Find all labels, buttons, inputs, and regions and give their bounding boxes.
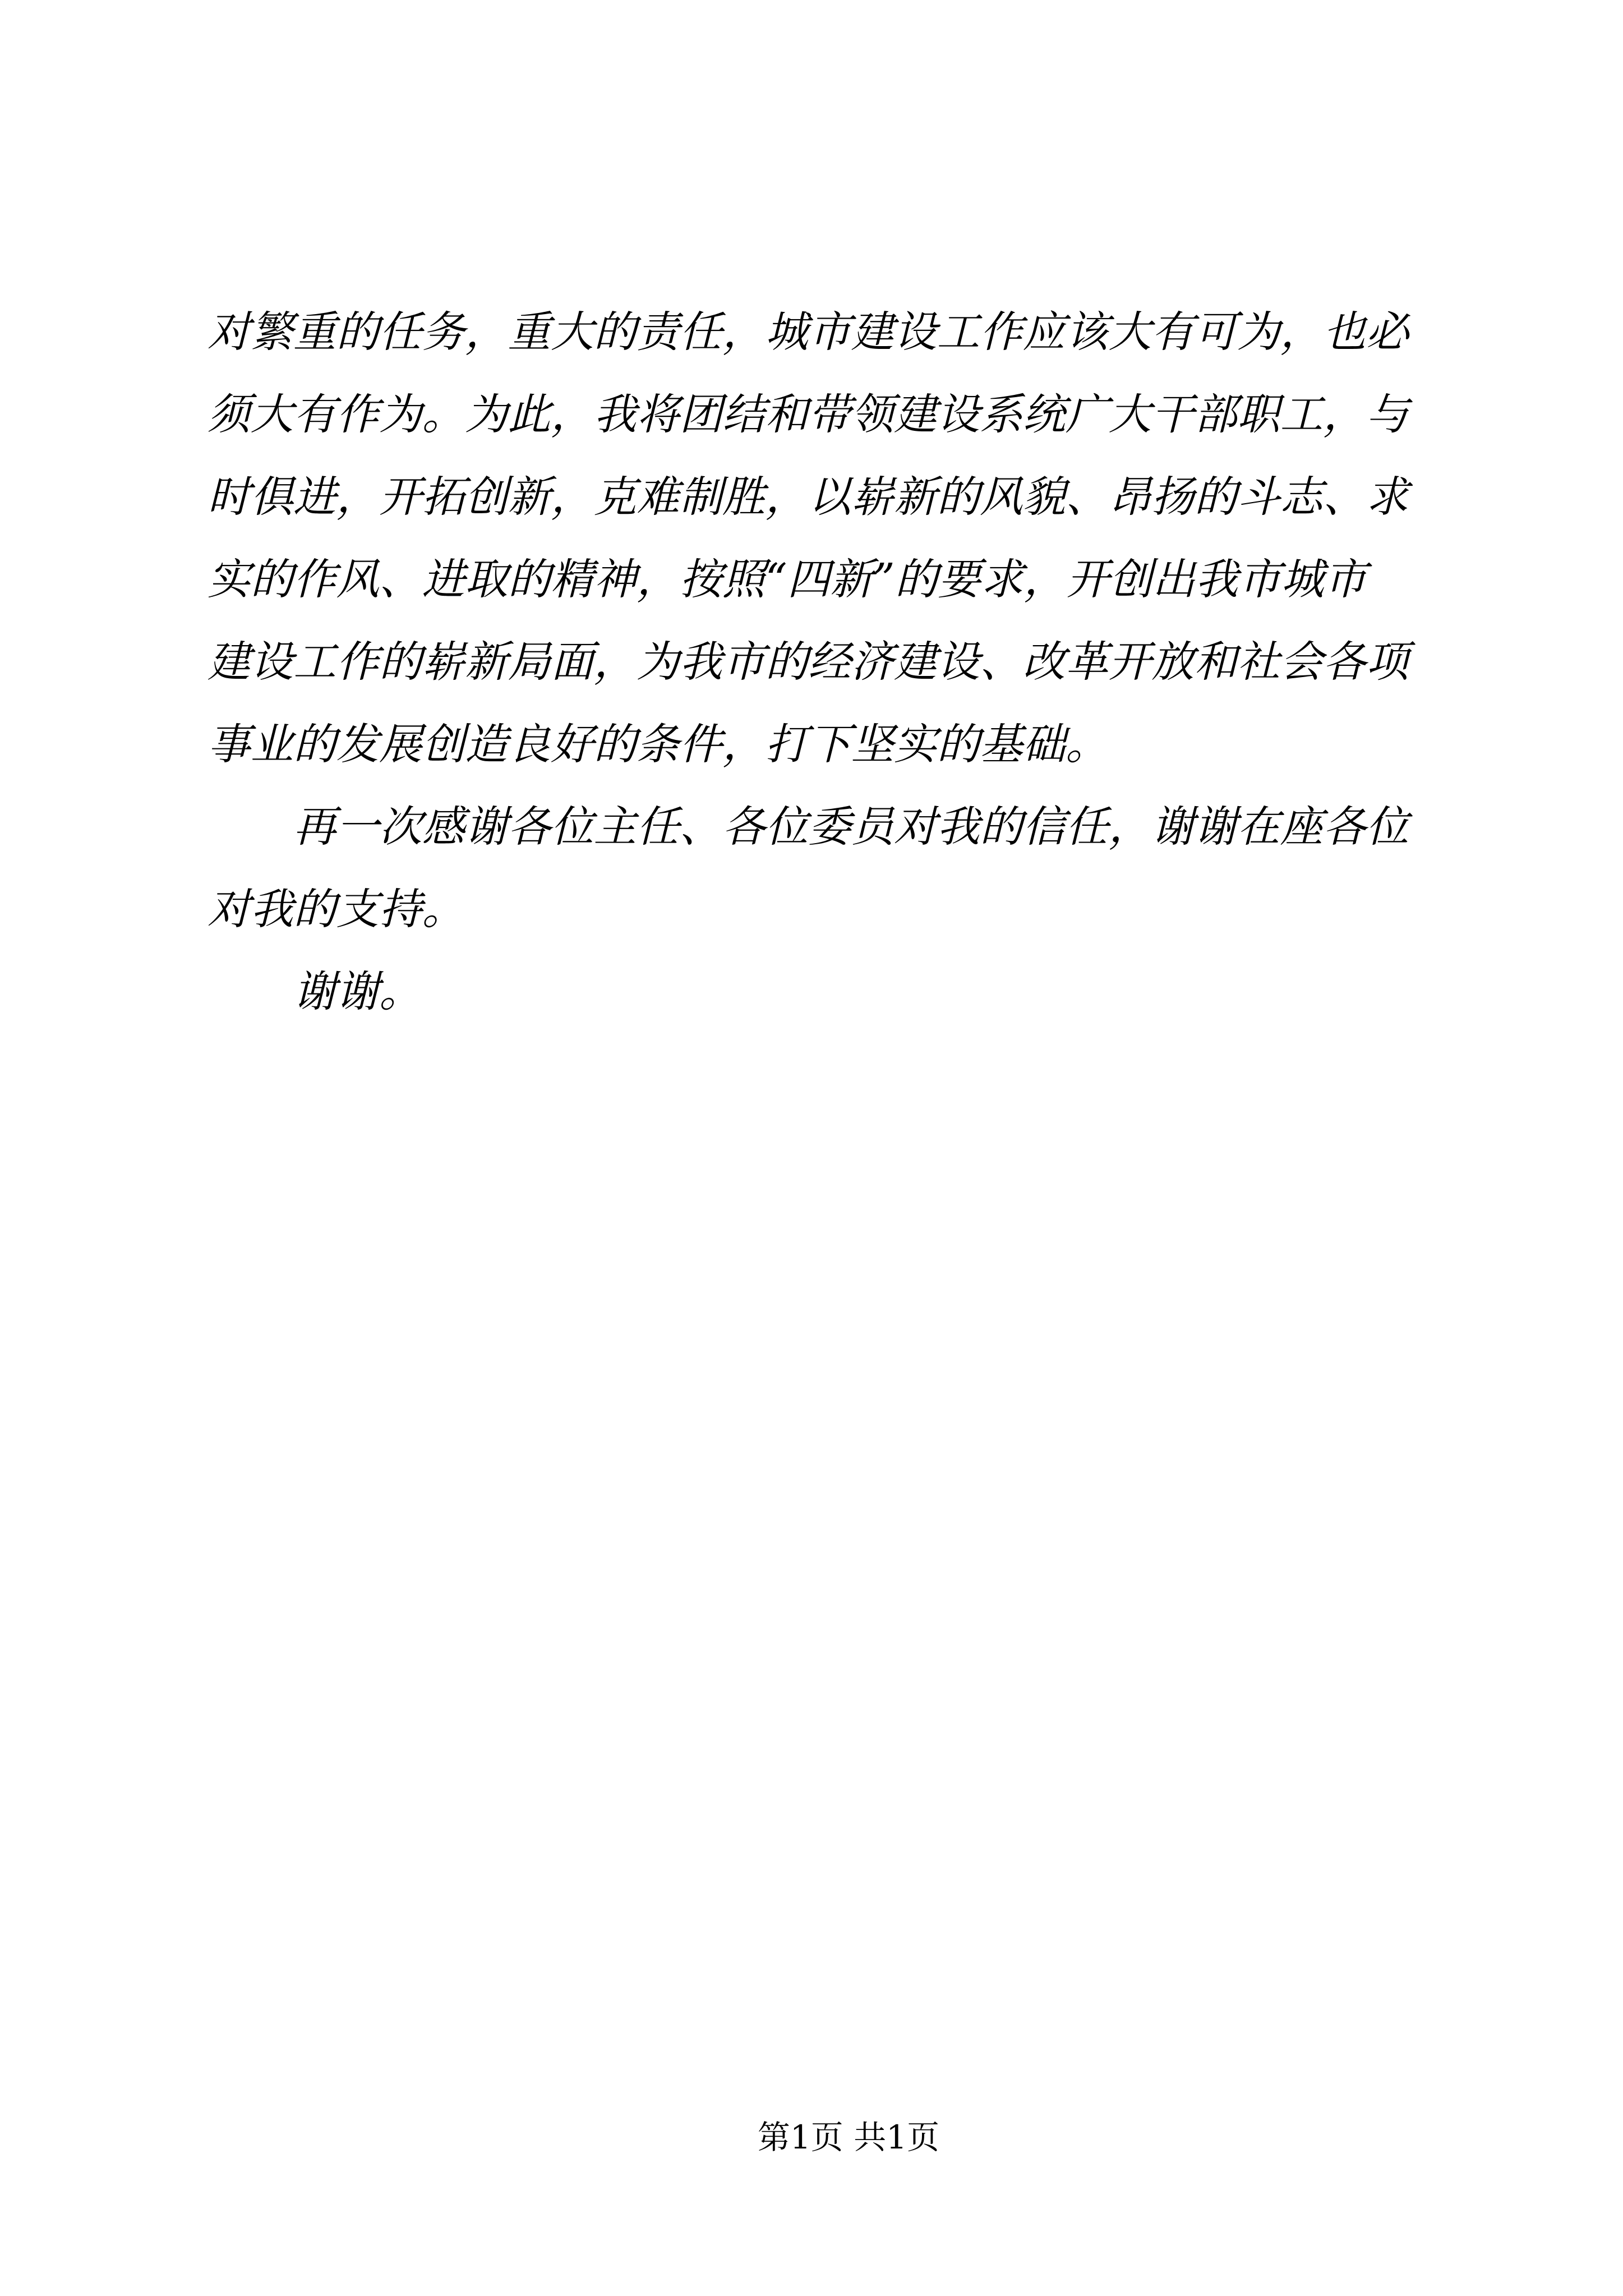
paragraph <box>208 786 1413 951</box>
paragraph <box>208 951 1413 1033</box>
text-line: 谢谢。 <box>293 967 422 1017</box>
text-line: 再一次感谢各位主任、各位委员对我的信任，谢谢在座各位 <box>293 802 1409 852</box>
text-line: 事业的发展创造良好的条件，打下坚实的基础。 <box>208 720 1109 770</box>
text-line: 建设工作的崭新局面，为我市的经济建设、改革开放和社会各项 <box>208 637 1409 687</box>
document-body <box>208 291 1413 1033</box>
text-line: 实的作风、进取的精神，按照“四新”的要求，开创出我市城市 <box>208 555 1367 605</box>
text-line: 对我的支持。 <box>208 885 465 935</box>
text-line: 对繁重的任务，重大的责任，城市建设工作应该大有可为，也必 <box>208 307 1409 357</box>
text-line: 须大有作为。为此，我将团结和带领建设系统广大干部职工，与 <box>208 390 1409 440</box>
page-number-label: 第1页 共1页 <box>757 2118 940 2156</box>
text-line: 时俱进，开拓创新，克难制胜，以崭新的风貌、昂扬的斗志、求 <box>208 472 1409 522</box>
paragraph <box>208 291 1413 786</box>
page-footer <box>0 2119 1623 2155</box>
